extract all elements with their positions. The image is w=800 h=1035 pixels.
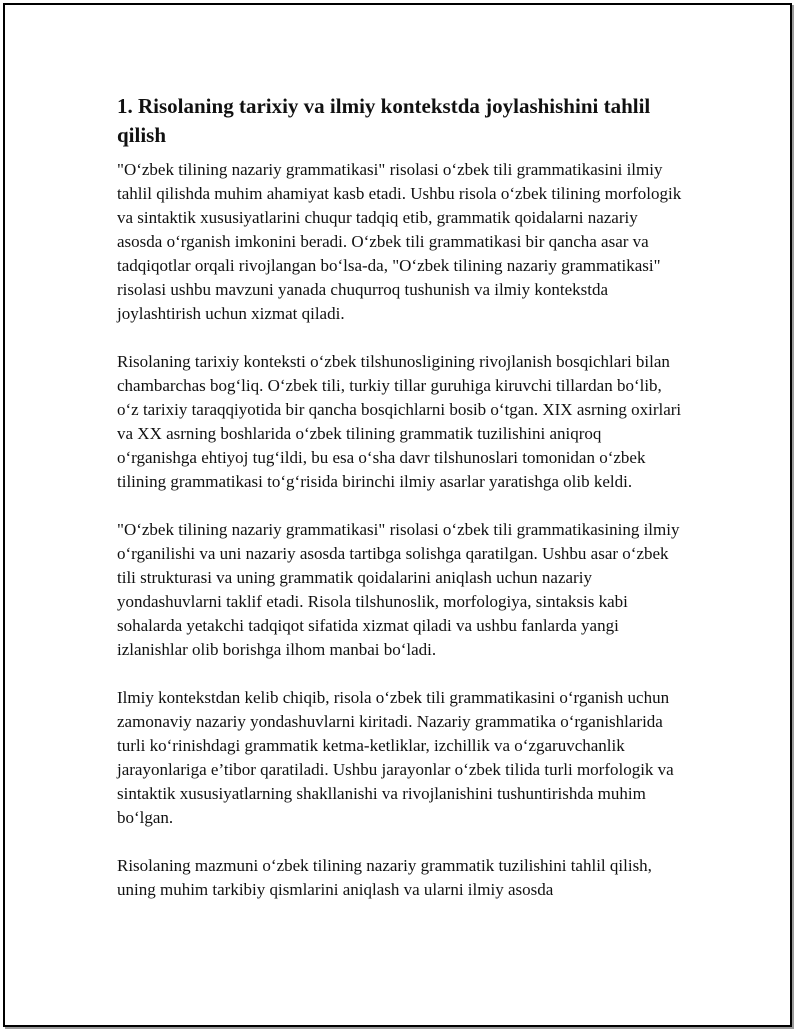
paragraph-1: "O‘zbek tilining nazariy grammatikasi" risolasi o‘zbek tili grammatikasini ilmiy tahlil qilishda muhim ahamiyat kasb etadi. Ushbu risola o‘zbek tilining morfologik va sintaktik xususiyatlarini chuqur tadqiq etib, grammatik qoidalarni nazariy asosda o‘rganish imkonini beradi. O‘zbek tili grammatikasi bir qancha asar va tadqiqotlar orqali rivojlangan bo‘lsa-da, "O‘zbek tilining nazariy grammatikasi" risolasi ushbu mavzuni yanada chuqurroq tushunish va ilmiy kontekstda joylashtirish uchun xizmat qiladi.: [117, 160, 682, 323]
paragraph-5: Risolaning mazmuni o‘zbek tilining nazariy grammatik tuzilishini tahlil qilish, uning muhim tarkibiy qismlarini aniqlash va ularni ilmiy asosda: [117, 856, 652, 899]
paragraph-3: "O‘zbek tilining nazariy grammatikasi" risolasi o‘zbek tili grammatikasining ilmiy o‘rganilishi va uni nazariy asosda tartibga solishga qaratilgan. Ushbu asar o‘zbek tili strukturasi va uning grammatik qoidalarini aniqlash uchun nazariy yondashuvlarni taklif etadi. Risola tilshunoslik, morfologiya, sintaksis kabi sohalarda yetakchi tadqiqot sifatida xizmat qiladi va ushbu fanlarda yangi izlanishlar olib borishga ilhom manbai bo‘ladi.: [117, 520, 680, 659]
paragraph-4: Ilmiy kontekstdan kelib chiqib, risola o‘zbek tili grammatikasini o‘rganish uchun zamonaviy nazariy yondashuvlarni kiritadi. Nazariy grammatika o‘rganishlarida turli ko‘rinishdagi grammatik ketma-ketliklar, izchillik va o‘zgaruvchanlik jarayonlariga e’tibor qaratiladi. Ushbu jarayonlar o‘zbek tilida turli morfologik va sintaktik xususiyatlarning shakllanishi va rivojlanishini tushuntirishda muhim bo‘lgan.: [117, 688, 674, 827]
paragraph-2: Risolaning tarixiy konteksti o‘zbek tilshunosligining rivojlanish bosqichlari bilan chambarchas bog‘liq. O‘zbek tili, turkiy tillar guruhiga kiruvchi tillardan bo‘lib, o‘z tarixiy taraqqiyotida bir qancha bosqichlarni bosib o‘tgan. XIX asrning oxirlari va XX asrning boshlarida o‘zbek tilining grammatik tuzilishini aniqroq o‘rganishga ehtiyoj tug‘ildi, bu esa o‘sha davr tilshunoslari tomonidan o‘zbek tilining grammatikasi to‘g‘risida birinchi ilmiy asarlar yaratishga olib keldi.: [117, 352, 682, 491]
section-heading: 1. Risolaning tarixiy va ilmiy kontekstda joylashishini tahlil qilish: [117, 94, 651, 147]
document-body: [117, 92, 685, 926]
